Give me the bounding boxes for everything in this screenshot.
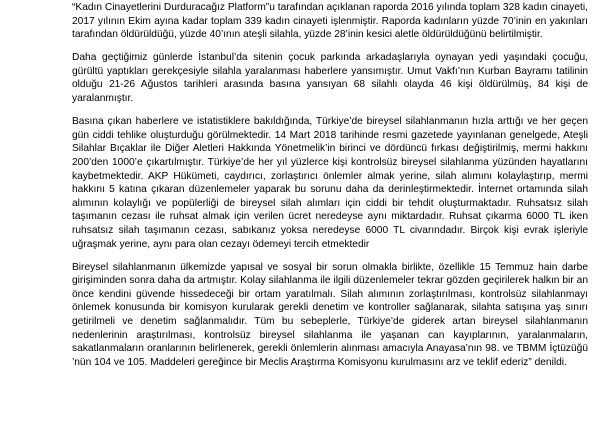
- paragraph-commission-proposal: Bireysel silahlanmanın ülkemizde yapısal ve sosyal bir sorun olmakla birlikte, özellikle 15 Temmuz hain darbe girişiminden sonra daha da artmıştır. Kolay silahlanma ile ilgili düzenlemeler tekrar gözden geçirilerek halkın bir an önce kendini güvende hissedeceği bir ortam yaratılmalı. Silah alımının zorlaştırılması, kontrolsüz silahlanmayı önlemek konusunda bir komisyon kurularak gerekli denetim ve kontroller sağlanarak, silahta satışına yaş sınırı getirilmeli ve denetim sağlanmalıdır. Tüm bu sebeplerle, Türkiye’de giderek artan bireysel silahlanmanın nedenlerinin araştırılması, kontrolsüz bireysel silahlanma ile yaşanan can kayıplarının, yaralanmaların, sakatlanmaların oranlarının belirlenerek, gerekli önlemlerin alınması amacıyla Anayasa’nın 98. ve TBMM İçtüzüğü ’nün 104 ve 105. Maddeleri gereğince bir Meclis Araştırma Komisyonu kurulmasını arz ve teklif ederiz” denildi.: [72, 261, 588, 368]
- paragraph-armament-statistics: Basına çıkan haberlere ve istatistiklere bakıldığında, Türkiye’de bireysel silahlanmanın hızla arttığı ve her geçen gün ciddi tehlike oluşturduğu görülmektedir. 14 Mart 2018 tarihinde resmi gazetede yayınlanan genelgede, Ateşli Silahlar Bıçaklar ile Diğer Aletleri Hakkında Yönetmelik’in birinci ve dördüncü fırkası değiştirilmiş, mermi hakkını 200’den 1000’e çıkartılmıştır. Türkiye’de her yıl yüzlerce kişi kontrolsüz bireysel silahlanma yüzünden hayatlarını kaybetmektedir. AKP Hükümeti, caydırıcı, zorlaştırıcı önlemler almak yerine, silah alımını kolaylaştırıp, mermi hakkını 5 katına çıkaran düzenlemeler yaparak bu sorunu daha da derinleştirmektedir. İnternet ortamında silah alımının kolaylığı ve popülerliği de bireysel silah alımları için ciddi bir tehdit oluşturmaktadır. Ruhsatsız silah taşımanın cezası ile ruhsat almak için verilen ücret neredeyse aynı miktardadır. Ruhsat çıkarma 6000 TL iken ruhsatsız silah taşımanın cezası, sabıkanız yoksa neredeyse 6000 TL civarındadır. Birçok kişi evrak işleriyle uğraşmak yerine, aynı para olan cezayı ödemeyi tercih etmektedir: [72, 116, 588, 250]
- paragraph-femicide-report: “Kadın Cinayetlerini Durduracağız Platform”u tarafından açıklanan raporda 2016 yılında toplam 328 kadın cinayeti, 2017 yılının Ekim ayına kadar toplam 339 kadın cinayeti işlenmiştir. Raporda kadınların yüzde 70’inin en yakınları tarafından öldürüldüğü, yüzde 40’ının ateşli silahla, yüzde 28’inin kesici aletle öldürüldüğünü belirtilmiştir.: [72, 2, 588, 41]
- paragraph-istanbul-incident: Daha geçtiğimiz günlerde İstanbul’da sitenin çocuk parkında arkadaşlarıyla oynayan yedi yaşındaki çocuğu, gürültü yaptıkları gerekçesiyle silahla yaralanması haberlere yansımıştır. Umut Vakfı’nın Kurban Bayramı tatilinin olduğu 21-26 Ağustos tarihleri arasında basına yansıyan 68 silahlı olayda 46 kişi öldürülmüş, 84 kişi de yaralanmıştır.: [72, 52, 588, 105]
- document-body: [72, 1, 588, 379]
